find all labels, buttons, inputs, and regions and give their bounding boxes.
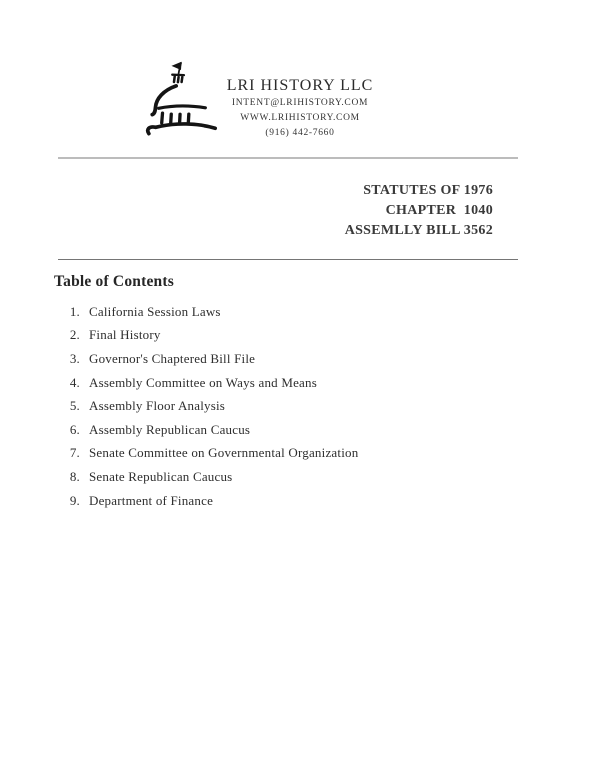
middle-horizontal-rule — [58, 259, 518, 260]
toc-item — [62, 465, 522, 489]
toc-item-number: 8. — [69, 468, 80, 484]
bill-line: ASSEMLLY BILL 3562 — [344, 223, 493, 238]
toc-item-number: 9. — [69, 492, 80, 508]
top-horizontal-rule — [58, 157, 518, 159]
toc-item — [62, 347, 522, 371]
toc-item-label: Assembly Floor Analysis — [89, 398, 226, 414]
toc-item — [62, 489, 522, 513]
toc-list — [62, 300, 522, 512]
toc-title: Table of Contents — [54, 273, 174, 290]
toc-item-number: 3. — [69, 350, 80, 366]
toc-item-number: 1. — [69, 303, 80, 319]
toc-item-label: Department of Finance — [89, 492, 214, 508]
toc-item-label: Final History — [89, 327, 161, 343]
statutes-line: STATUTES OF 1976 — [363, 183, 493, 198]
company-phone: (916) 442-7660 — [265, 128, 335, 139]
toc-item-label: Assembly Committee on Ways and Means — [89, 374, 317, 390]
toc-item — [62, 371, 522, 395]
company-website: WWW.LRIHISTORY.COM — [240, 113, 360, 124]
toc-item-label: Assembly Republican Caucus — [89, 421, 251, 437]
toc-item — [62, 418, 522, 442]
toc-item-number: 5. — [69, 398, 80, 414]
toc-item — [62, 300, 522, 324]
toc-item — [62, 442, 522, 466]
letterhead — [0, 75, 600, 142]
toc-item — [62, 324, 522, 348]
company-name: LRI HISTORY LLC — [226, 77, 374, 94]
toc-item-label: Senate Republican Caucus — [89, 468, 233, 484]
chapter-line: CHAPTER 1040 — [385, 203, 493, 218]
toc-item-label: Governor's Chaptered Bill File — [89, 350, 256, 366]
toc-item — [62, 394, 522, 418]
toc-item-number: 4. — [69, 374, 80, 390]
toc-item-label: Senate Committee on Governmental Organization — [89, 445, 359, 461]
company-email: INTENT@LRIHISTORY.COM — [231, 98, 369, 108]
toc-item-number: 7. — [69, 445, 80, 461]
toc-item-number: 2. — [69, 327, 80, 343]
toc-item-number: 6. — [69, 421, 80, 437]
toc-item-label: California Session Laws — [89, 303, 221, 319]
statute-reference-block — [345, 181, 493, 241]
